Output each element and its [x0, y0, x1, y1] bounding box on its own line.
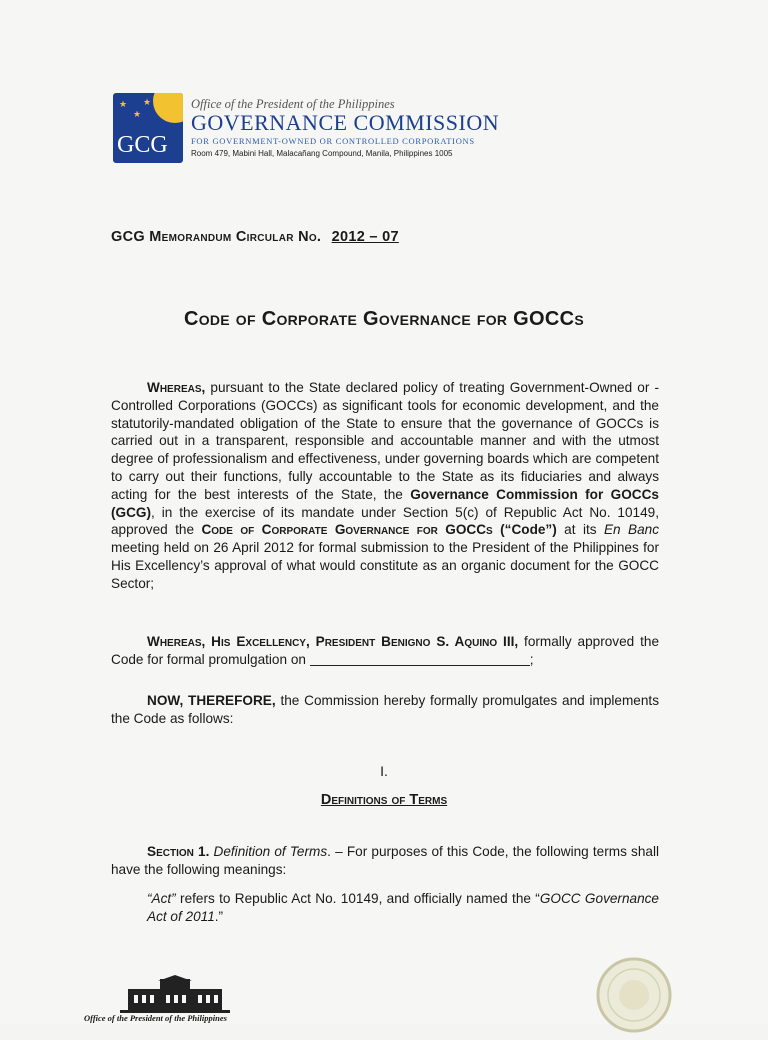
- paragraph-text: ;: [529, 651, 534, 667]
- date-blank: [310, 653, 530, 666]
- star-icon: ★: [119, 99, 128, 109]
- paragraph-text: at its: [556, 522, 604, 538]
- paragraph-text: refers to Republic Act No. 10149, and officially named the “: [175, 891, 540, 906]
- section-lead: Section 1.: [147, 844, 210, 859]
- whereas-paragraph-1: [111, 379, 659, 593]
- agency-subtitle: FOR GOVERNMENT-OWNED OR CONTROLLED CORPORATIONS: [191, 136, 475, 146]
- now-therefore-paragraph: [111, 692, 659, 728]
- commission-name: Governance Commission for GOCCs (GCG): [111, 486, 659, 520]
- palace-caption: Office of the President of the Philippines: [84, 1013, 227, 1023]
- defined-term: “Act”: [147, 891, 176, 906]
- paragraph-text: . – For purposes of this Code, the following terms shall have the following meanings:: [111, 844, 660, 877]
- gcg-logo: [113, 93, 183, 163]
- act-name: GOCC Governance Act of 2011: [147, 891, 659, 924]
- code-name: Code of Corporate Governance for GOCCs: [201, 522, 493, 538]
- now-therefore-lead: NOW, THEREFORE,: [147, 693, 276, 708]
- code-short: (“Code”): [492, 522, 557, 538]
- paragraph-text: , in the exercise of its mandate under Section 5(c) of Republic Act No. 10149, approved the: [111, 504, 659, 538]
- malacanang-palace-seal: [84, 975, 250, 1025]
- letterhead: [113, 93, 533, 173]
- section-number: I.: [380, 763, 388, 779]
- memo-label: GCG Memorandum Circular No.: [111, 229, 322, 245]
- section-1-paragraph: [111, 843, 659, 879]
- sun-icon: [153, 93, 183, 123]
- memo-number: 2012 – 07: [331, 229, 399, 245]
- official-seal: [594, 955, 674, 1035]
- palace-icon: [110, 975, 240, 1015]
- memo-circular-number: [111, 229, 399, 245]
- paragraph-text: .”: [214, 908, 224, 924]
- document-title: Code of Corporate Governance for GOCCs: [183, 308, 585, 330]
- definition-act-paragraph: [147, 890, 659, 926]
- section-heading: Definition of Terms: [213, 844, 328, 859]
- agency-name: GOVERNANCE COMMISSION: [191, 110, 500, 135]
- star-icon: ★: [133, 109, 142, 119]
- paragraph-text: meeting held on 26 April 2012 for formal submission to the President of the Philippines for His Excellency’s approval of what would constitute as an organic document for the GOCC Sector;: [111, 540, 659, 591]
- office-line: Office of the President of the Philippines: [191, 97, 395, 111]
- paragraph-text: the Commission hereby formally promulgates and implements the Code as follows:: [111, 693, 659, 726]
- paragraph-text: pursuant to the State declared policy of treating Government-Owned or -Controlled Corporations (GOCCs) as significant tools for economic development, and the statutorily-mandated obligation of the State to ensure that the governance of GOCCs is carried out in a transparent, responsible and accountable manner and with the utmost degree of professionalism and effectiveness, under governing boards which are competent to carry out their functions, fully accountable to the State as its fiduciaries and always acting for the best interests of the State, the: [111, 380, 659, 502]
- star-icon: ★: [143, 97, 152, 107]
- whereas-lead: Whereas,: [147, 380, 206, 395]
- section-title: Definitions of Terms: [320, 792, 448, 808]
- paragraph-text: formally approved the Code for formal promulgation on: [111, 634, 660, 667]
- seal-icon: [594, 955, 674, 1035]
- en-banc: En Banc: [603, 522, 660, 538]
- logo-text: GCG: [117, 132, 168, 158]
- agency-address: Room 479, Mabini Hall, Malacañang Compound, Manila, Philippines 1005: [191, 149, 453, 158]
- whereas-lead: Whereas, His Excellency, President Benigno S. Aquino III,: [147, 634, 519, 649]
- whereas-paragraph-2: [111, 633, 659, 669]
